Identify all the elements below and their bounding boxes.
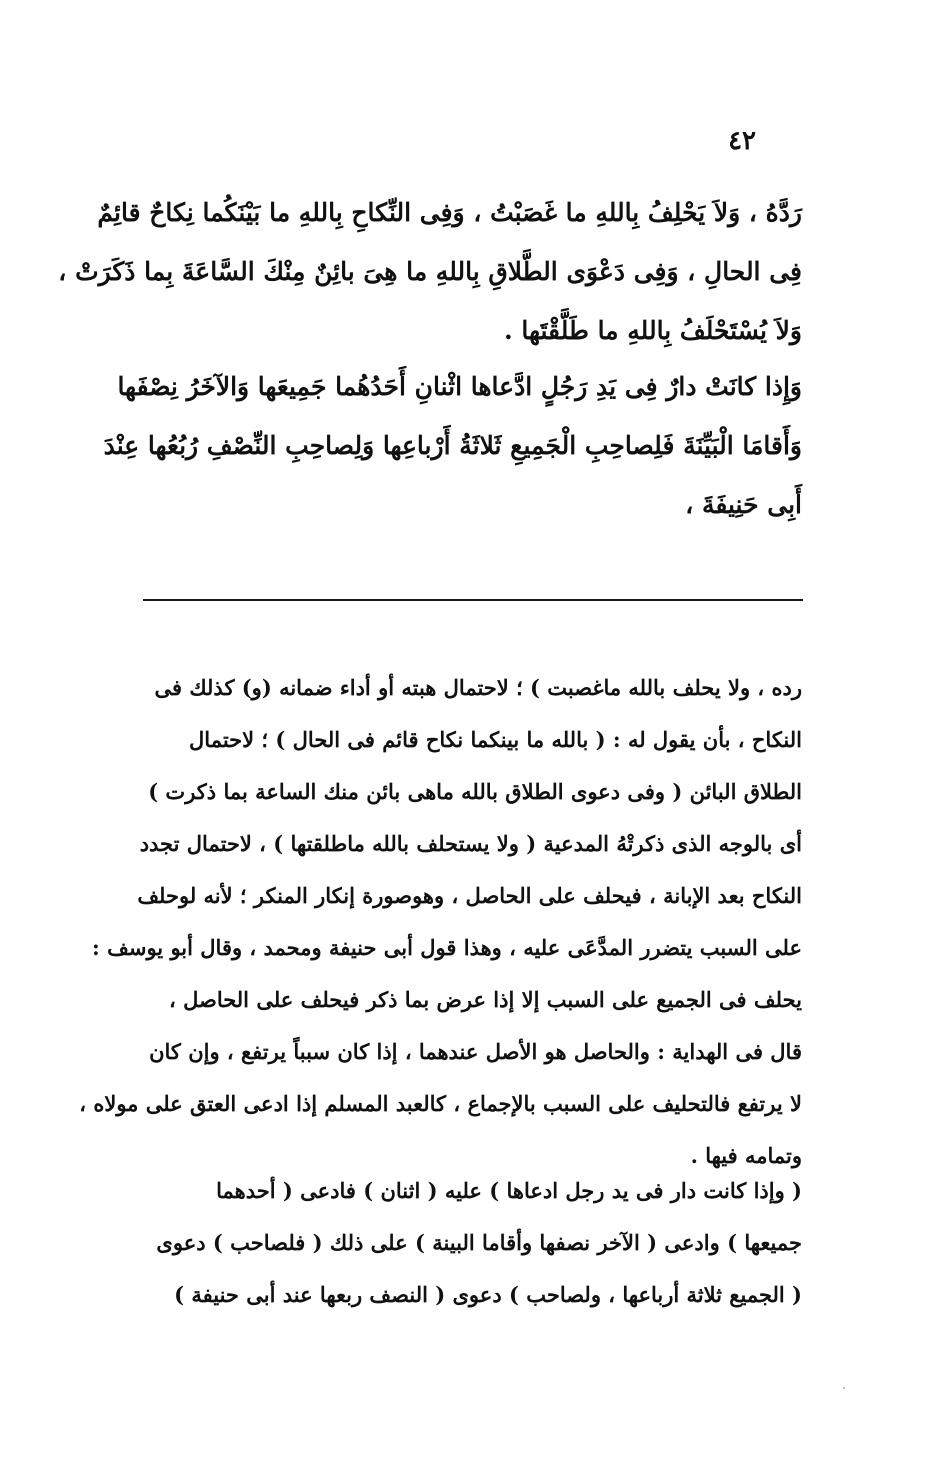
- page-number: ٤٢: [728, 126, 756, 156]
- text-line: النكاح ، بأن يقول له : ( بالله ما بينكما نكاح قائم فى الحال ) ؛ لاحتمال: [189, 727, 802, 752]
- paper-speck: [843, 1387, 845, 1389]
- text-line: قال فى الهداية : والحاصل هو الأصل عندهما ، إذا كان سبباً يرتفع ، وإن كان: [149, 1039, 802, 1064]
- text-line: على السبب يتضرر المدَّعَى عليه ، وهذا قول أبى حنيفة ومحمد ، وقال أبو يوسف :: [92, 935, 802, 960]
- text-line: وَأَقامَا الْبَيِّنَةَ فَلِصاحِبِ الْجَمِيعِ ثَلاثَةُ أَرْباعِها وَلِصاحِبِ النِّصْفِ رُبُعُها عِنْدَ: [103, 431, 802, 460]
- text-line: لا يرتفع فالتحليف على السبب بالإجماع ، كالعبد المسلم إذا ادعى العتق على مولاه ،: [79, 1091, 802, 1116]
- text-line: وَلاَ يُسْتَحْلَفُ بِاللهِ ما طَلَّقْتَها .: [503, 316, 802, 345]
- text-line: رَدَّهُ ، وَلاَ يَحْلِفُ بِاللهِ ما غَصَبْتُ ، وَفِى النِّكاحِ بِاللهِ ما بَيْنَكُما نِكاحٌ قائِمٌ: [97, 198, 802, 227]
- commentary-paragraph-2: [140, 1165, 802, 1321]
- commentary-paragraph-1: [79, 662, 802, 1182]
- text-line: ( الجميع ثلاثة أرباعها ، ولصاحب ) دعوى ( النصف ربعها عند أبى حنيفة ): [174, 1282, 802, 1307]
- text-line: أَبِى حَنِيفَةَ ،: [685, 490, 802, 519]
- text-line: النكاح بعد الإبانة ، فيحلف على الحاصل ، وهوصورة إنكار المنكر ؛ لأنه لوحلف: [137, 883, 802, 908]
- matn-paragraph-2: [103, 357, 802, 534]
- text-line: الطلاق البائن ( وفى دعوى الطلاق بالله ماهى بائن منك الساعة بما ذكرت ): [148, 779, 802, 804]
- text-line: وَإِذا كانَتْ دارٌ فِى يَدِ رَجُلٍ ادَّعاها اثْنانِ أَحَدُهُما جَمِيعَها وَالآخَرُ نِصْفَها: [117, 372, 802, 401]
- text-line: جميعها ) وادعى ( الآخر نصفها وأقاما البينة ) على ذلك ( فلصاحب ) دعوى: [156, 1230, 802, 1255]
- text-line: وتمامه فيها .: [690, 1143, 802, 1168]
- text-line: أى بالوجه الذى ذكرتْهُ المدعية ( ولا يستحلف بالله ماطلقتها ) ، لاحتمال تجدد: [139, 831, 802, 856]
- text-line: يحلف فى الجميع على السبب إلا إذا عرض بما ذكر فيحلف على الحاصل ،: [169, 987, 802, 1012]
- section-divider: [143, 599, 803, 601]
- matn-paragraph-1: [58, 183, 802, 360]
- text-line: رده ، ولا يحلف بالله ماغصبت ) ؛ لاحتمال هبته أو أداء ضمانه (و) كذلك فى: [154, 675, 802, 700]
- text-line: ( وإذا كانت دار فى يد رجل ادعاها ) عليه ( اثنان ) فادعى ( أحدهما: [216, 1178, 802, 1203]
- text-line: فِى الحالِ ، وَفِى دَعْوَى الطَّلاقِ بِاللهِ ما هِىَ بائِنٌ مِنْكَ السَّاعَةَ بِما ذَكَرَتْ ،: [58, 257, 802, 286]
